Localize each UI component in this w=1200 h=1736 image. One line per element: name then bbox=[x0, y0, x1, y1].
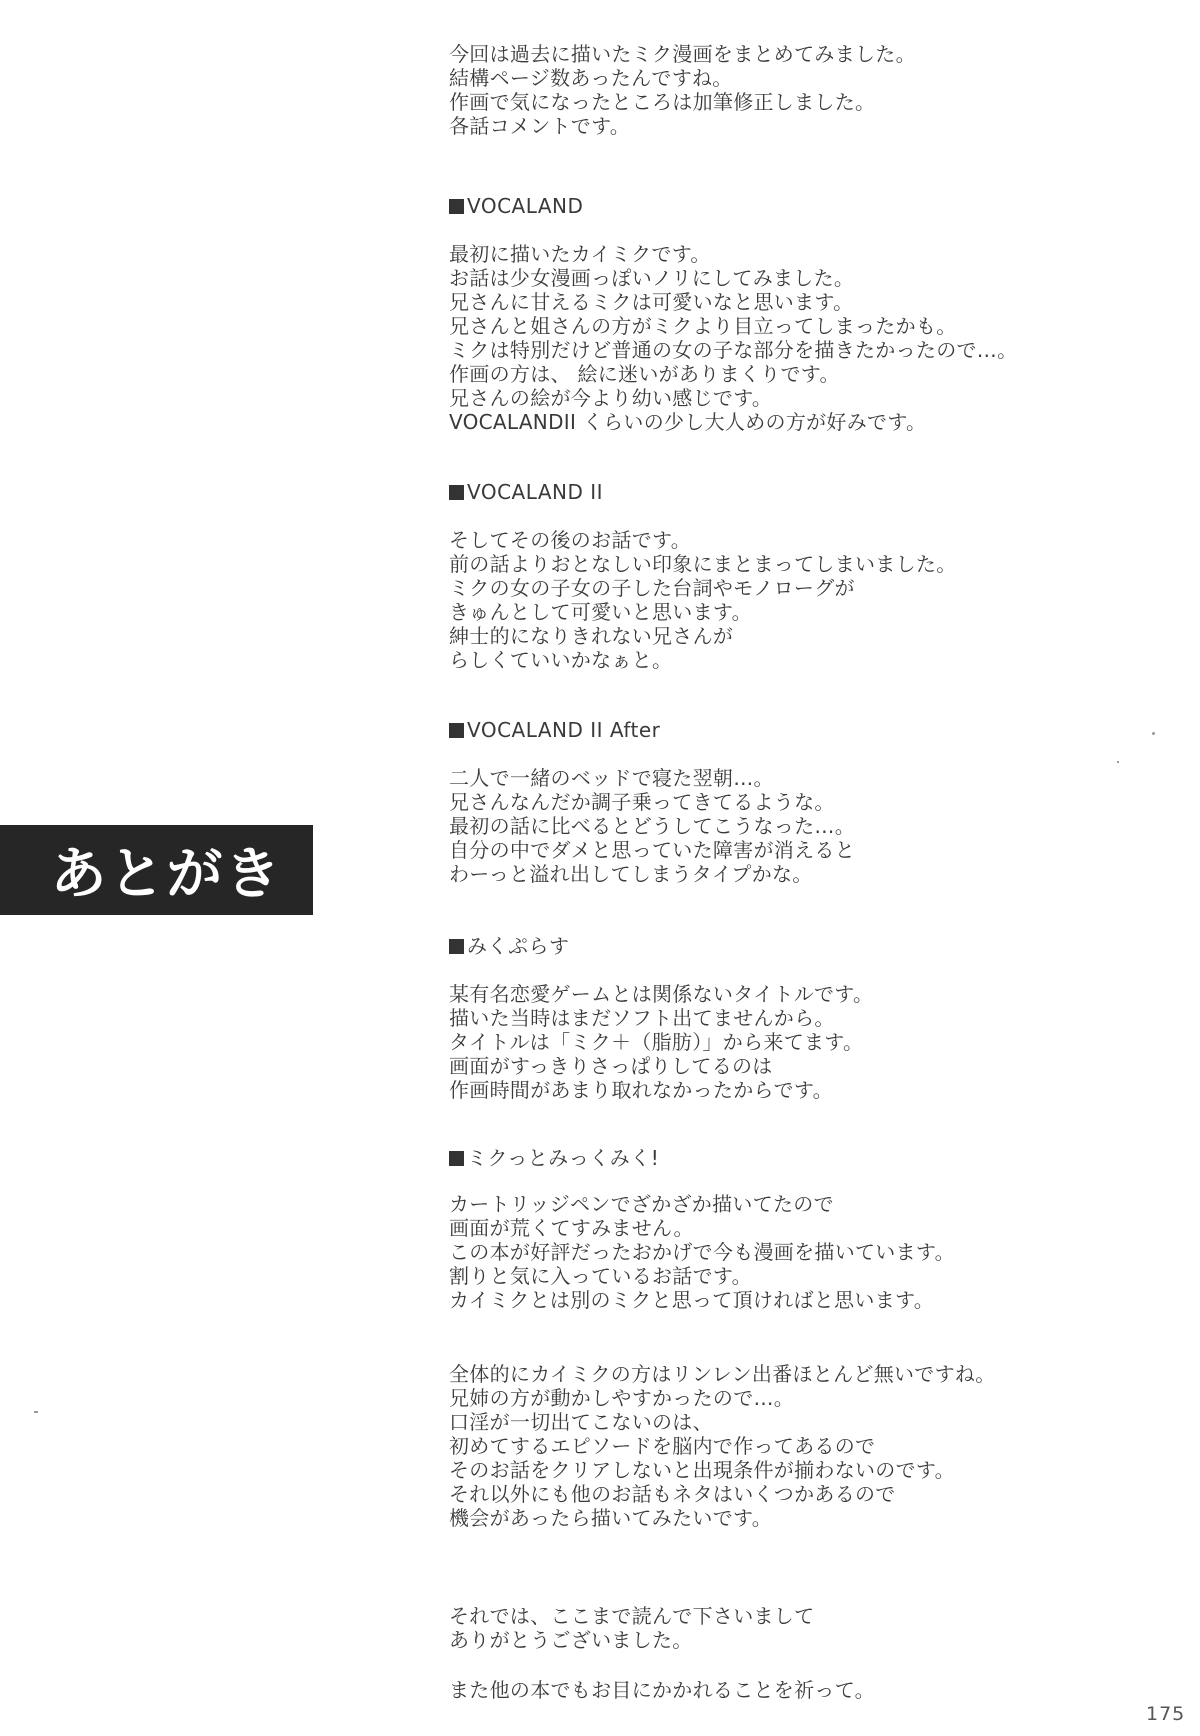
section-line: カイミクとは別のミクと思って頂ければと思います。 bbox=[449, 1288, 934, 1312]
section-line: ミクの女の子女の子した台詞やモノローグが bbox=[449, 576, 855, 600]
closing-paragraph bbox=[449, 1362, 996, 1530]
closing-line: 初めてするエピソードを脳内で作ってあるので bbox=[449, 1434, 876, 1458]
section-paragraph bbox=[449, 242, 1017, 434]
section-line: 作画時間があまり取れなかったからです。 bbox=[449, 1078, 833, 1102]
intro-line: 結構ページ数あったんですね。 bbox=[449, 66, 733, 90]
section-paragraph bbox=[449, 1192, 955, 1312]
section-line: 描いた当時はまだソフト出てませんから。 bbox=[449, 1006, 835, 1030]
section-line: きゅんとして可愛いと思います。 bbox=[449, 600, 752, 624]
closing-paragraph bbox=[449, 1678, 875, 1702]
square-bullet-icon bbox=[449, 939, 464, 954]
scan-speck bbox=[1152, 732, 1155, 735]
section-line: 某有名恋愛ゲームとは関係ないタイトルです。 bbox=[449, 982, 874, 1006]
closing-line: 機会があったら描いてみたいです。 bbox=[449, 1506, 772, 1530]
section-line: 画面がすっきりさっぱりしてるのは bbox=[449, 1054, 773, 1078]
section-line: 兄さんと姐さんの方がミクより目立ってしまったかも。 bbox=[449, 314, 957, 338]
intro-paragraph bbox=[449, 42, 916, 138]
section-heading bbox=[449, 194, 583, 218]
square-bullet-icon bbox=[449, 723, 464, 738]
section-heading bbox=[449, 718, 660, 742]
square-bullet-icon bbox=[449, 485, 464, 500]
section-heading-text: みくぷらす bbox=[467, 934, 570, 958]
section-line: 二人で一緒のベッドで寝た翌朝…。 bbox=[449, 766, 774, 790]
scan-speck bbox=[1117, 761, 1119, 763]
section-line: 兄さんなんだか調子乗ってきてるような。 bbox=[449, 790, 835, 814]
section-heading-text: VOCALAND II bbox=[467, 480, 604, 504]
section-paragraph bbox=[449, 766, 855, 886]
section-line: わーっと溢れ出してしまうタイプかな。 bbox=[449, 862, 813, 886]
section-line: らしくていいかなぁと。 bbox=[449, 648, 673, 672]
section-heading-text: ミクっとみっくみく! bbox=[467, 1146, 660, 1170]
section-line: 紳士的になりきれない兄さんが bbox=[449, 624, 734, 648]
closing-line: そのお話をクリアしないと出現条件が揃わないのです。 bbox=[449, 1458, 955, 1482]
section-line: カートリッジペンでざかざか描いてたので bbox=[449, 1192, 834, 1216]
section-line: VOCALANDII くらいの少し大人めの方が好みです。 bbox=[449, 410, 927, 434]
section-line: この本が好評だったおかげで今も漫画を描いています。 bbox=[449, 1240, 955, 1264]
section-line: 最初の話に比べるとどうしてこうなった…。 bbox=[449, 814, 855, 838]
section-line: 割りと気に入っているお話です。 bbox=[449, 1264, 752, 1288]
section-heading bbox=[449, 480, 603, 504]
section-line: 前の話よりおとなしい印象にまとまってしまいました。 bbox=[449, 552, 957, 576]
intro-line: 今回は過去に描いたミク漫画をまとめてみました。 bbox=[449, 42, 916, 66]
section-line: タイトルは「ミク＋（脂肪）」から来てます。 bbox=[449, 1030, 864, 1054]
closing-line: また他の本でもお目にかかれることを祈って。 bbox=[449, 1678, 875, 1702]
section-line: ミクは特別だけど普通の女の子な部分を描きたかったので…。 bbox=[449, 338, 1018, 362]
intro-line: 各話コメントです。 bbox=[449, 114, 631, 138]
page-title: あとがき bbox=[50, 842, 283, 907]
section-line: そしてその後のお話です。 bbox=[449, 528, 691, 552]
section-heading-text: VOCALAND bbox=[467, 194, 584, 218]
closing-line: 全体的にカイミクの方はリンレン出番ほとんど無いですね。 bbox=[449, 1362, 996, 1386]
section-paragraph bbox=[449, 528, 957, 672]
closing-line: 兄姉の方が動かしやすかったので…。 bbox=[449, 1386, 795, 1410]
section-line: 兄さんに甘えるミクは可愛いなと思います。 bbox=[449, 290, 854, 314]
section-heading bbox=[449, 1146, 659, 1170]
section-line: 兄さんの絵が今より幼い感じです。 bbox=[449, 386, 773, 410]
closing-line: ありがとうございました。 bbox=[449, 1628, 693, 1652]
intro-line: 作画で気になったところは加筆修正しました。 bbox=[449, 90, 876, 114]
page-number: 175 bbox=[1146, 1703, 1186, 1725]
square-bullet-icon bbox=[449, 1151, 464, 1166]
square-bullet-icon bbox=[449, 199, 464, 214]
section-heading bbox=[449, 934, 570, 958]
closing-line: 口淫が一切出てこないのは、 bbox=[449, 1410, 713, 1434]
section-line: 画面が荒くてすみません。 bbox=[449, 1216, 694, 1240]
section-paragraph bbox=[449, 982, 873, 1102]
closing-line: それでは、ここまで読んで下さいまして bbox=[449, 1604, 815, 1628]
section-line: 作画の方は、 絵に迷いがありまくりです。 bbox=[449, 362, 840, 386]
section-line: お話は少女漫画っぽいノリにしてみました。 bbox=[449, 266, 855, 290]
section-line: 最初に描いたカイミクです。 bbox=[449, 242, 711, 266]
section-heading-text: VOCALAND II After bbox=[467, 718, 661, 742]
section-line: 自分の中でダメと思っていた障害が消えると bbox=[449, 838, 855, 862]
closing-paragraph bbox=[449, 1604, 814, 1652]
title-banner bbox=[0, 825, 313, 915]
closing-line: それ以外にも他のお話もネタはいくつかあるので bbox=[449, 1482, 896, 1506]
scan-speck bbox=[34, 1411, 38, 1413]
